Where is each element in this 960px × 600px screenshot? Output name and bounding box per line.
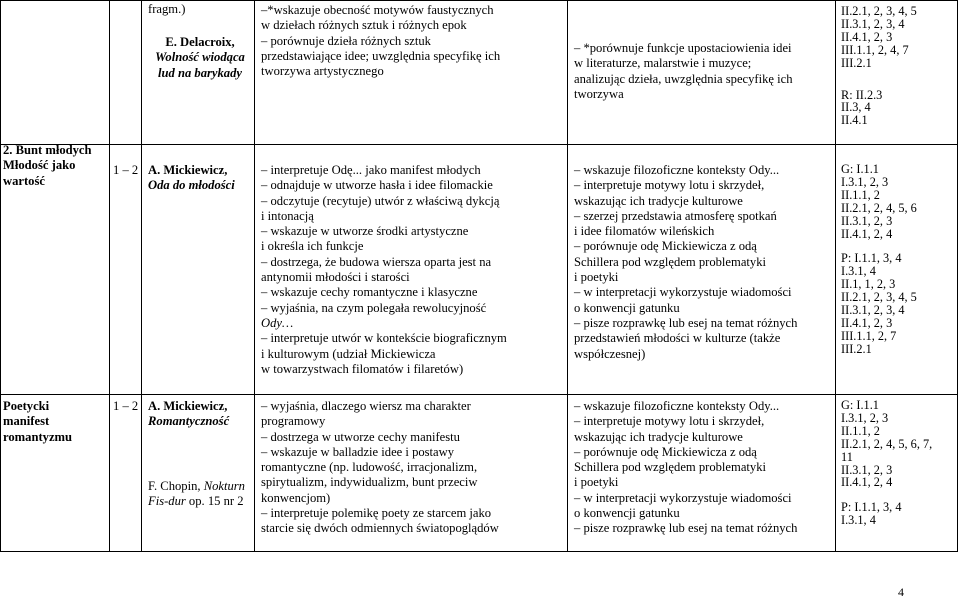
row2-curriculum-refs	[841, 399, 932, 527]
req-line: w literaturze, malarstwie i muzyce;	[574, 56, 752, 71]
row1-section-line: wartość	[3, 173, 45, 188]
req-line: starcie się dwóch odmiennych światopoglądów	[261, 521, 499, 536]
req-line: – porównuje odę Mickiewicza z odą	[574, 239, 757, 254]
req-line: przedstawiające idee; uwzględnia specyfikę ich	[261, 48, 501, 63]
ref-line: R: II.2.3	[841, 87, 883, 102]
grid-col-1	[0, 0, 1, 552]
ref-line: II.3, 4	[841, 100, 871, 115]
grid-row-1	[0, 144, 958, 145]
row2-work2-title: Nokturn	[203, 479, 245, 493]
row0-work-author: E. Delacroix,	[165, 35, 235, 49]
ref-line: III.2.1	[841, 341, 872, 356]
req-line: i poetyki	[574, 475, 619, 490]
row2-work2-key: Fis-dur	[148, 494, 186, 509]
row2-section-line: romantyzmu	[3, 429, 73, 444]
req-line: romantyczne (np. ludowość, irracjonalizm,	[261, 460, 478, 475]
req-line: – wskazuje w balladzie idee i postawy	[261, 444, 455, 459]
ref-line: II.4.1, 2, 3	[841, 315, 893, 330]
req-line: – interpretuje utwór w kontekście biograficznym	[261, 331, 507, 346]
ref-line: II.1.1, 2	[841, 187, 880, 202]
row2-work-author: A. Mickiewicz,	[148, 399, 228, 413]
req-line: antynomii młodości i starości	[261, 270, 410, 285]
ref-line: II.4.1	[841, 113, 868, 128]
grid-bottom-border	[0, 551, 958, 552]
req-line: – pisze rozprawkę lub esej na temat różnych	[574, 521, 798, 536]
grid-col-5	[567, 0, 568, 552]
req-line: –*wskazuje obecność motywów faustycznych	[261, 3, 494, 17]
req-line: programowy	[261, 414, 326, 429]
ref-line: I.3.1, 4	[841, 264, 876, 279]
row2-work2-line-1	[148, 479, 245, 494]
req-line: Schillera pod względem problematyki	[574, 254, 766, 269]
req-line: – w interpretacji wykorzystuje wiadomości	[574, 285, 792, 300]
req-line: – w interpretacji wykorzystuje wiadomości	[574, 490, 792, 505]
req-line: – *porównuje funkcje upostaciowienia idei	[574, 41, 792, 55]
req-line: – wskazuje filozoficzne konteksty Ody...	[574, 399, 780, 413]
ref-line: II.4.1, 2, 3	[841, 29, 893, 44]
row0-work-title-2: lud na barykady	[158, 65, 242, 80]
row0-work-cell	[148, 35, 252, 81]
req-line: – interpretuje motywy lotu i skrzydeł,	[574, 178, 765, 193]
grid-col-6	[835, 0, 836, 552]
req-line: i kulturowym (udział Mickiewicza	[261, 346, 436, 361]
ref-line: P: I.1.1, 3, 4	[841, 500, 902, 515]
row2-work2-opus: op. 15 nr 2	[185, 494, 244, 509]
row0-work-title-1: Wolność wiodąca	[155, 50, 245, 65]
row2-work-cell	[148, 399, 229, 430]
req-line: przedstawień młodości w kulturze (także	[574, 331, 781, 346]
row1-section-cell	[3, 143, 92, 189]
req-line: – interpretuje motywy lotu i skrzydeł,	[574, 414, 765, 429]
row0-title-line: fragm.)	[148, 2, 186, 16]
row2-section-cell	[3, 399, 72, 445]
grid-row-2	[0, 394, 958, 395]
ref-line: II.3.1, 2, 3, 4	[841, 303, 905, 318]
row2-work-title: Romantyczność	[148, 414, 230, 429]
ref-line: I.3.1, 2, 3	[841, 410, 889, 425]
req-line: Schillera pod względem problematyki	[574, 460, 766, 475]
page-number: 4	[898, 585, 904, 599]
req-line: wskazując ich tradycje kulturowe	[574, 193, 743, 208]
req-line: – wyjaśnia, na czym polegała rewolucyjność	[261, 300, 487, 315]
req-line: tworzywa	[574, 86, 624, 101]
row2-work2-line-2	[148, 494, 245, 509]
req-line: Ody…	[261, 315, 294, 330]
req-line: – wskazuje filozoficzne konteksty Ody...	[574, 163, 780, 177]
ref-line: II.1, 1, 2, 3	[841, 277, 896, 292]
row0-requirements-basic	[261, 3, 500, 79]
req-line: tworzywa artystycznego	[261, 64, 384, 79]
req-line: – wskazuje cechy romantyczne i klasyczne	[261, 285, 478, 300]
req-line: – dostrzega, że budowa wiersza oparta jest na	[261, 254, 492, 269]
row2-requirements-basic	[261, 399, 499, 537]
row1-section-line: 2. Bunt młodych	[3, 143, 92, 157]
req-line: w towarzystwach filomatów i filaretów)	[261, 361, 464, 376]
ref-line: 11	[841, 449, 853, 464]
ref-line: II.2.1, 2, 4, 5, 6	[841, 200, 917, 215]
grid-col-4	[254, 0, 255, 552]
ref-line: G: I.1.1	[841, 162, 879, 176]
req-line: i określa ich funkcje	[261, 239, 364, 254]
req-line: współczesnej)	[574, 346, 646, 361]
req-line: i idee filomatów wileńskich	[574, 224, 715, 239]
req-line: o konwencji gatunku	[574, 506, 680, 521]
req-line: – szerzej przedstawia atmosferę spotkań	[574, 208, 777, 223]
req-line: – wyjaśnia, dlaczego wiersz ma charakter	[261, 399, 471, 413]
req-line: o konwencji gatunku	[574, 300, 680, 315]
ref-line	[841, 70, 917, 89]
ref-line: G: I.1.1	[841, 398, 879, 412]
ref-line: II.2.1, 2, 3, 4, 5	[841, 290, 917, 305]
req-line: spirytualizm, indywidualizm, bunt przeciw	[261, 475, 478, 490]
ref-line: III.2.1	[841, 55, 872, 70]
grid-col-2	[109, 0, 110, 552]
req-line: konwencjom)	[261, 490, 331, 505]
ref-line: II.3.1, 2, 3, 4	[841, 16, 905, 31]
row0-curriculum-refs	[841, 5, 917, 127]
row1-work-title: Oda do młodości	[148, 178, 235, 193]
grid-top-border	[0, 0, 958, 1]
ref-line: III.1.1, 2, 4, 7	[841, 42, 909, 57]
req-line: – porównuje dzieła różnych sztuk	[261, 33, 431, 48]
ref-line: II.1.1, 2	[841, 423, 880, 438]
req-line: i intonacją	[261, 208, 314, 223]
row1-hours: 1 – 2	[113, 163, 139, 177]
ref-line: II.2.1, 2, 4, 5, 6, 7,	[841, 436, 933, 451]
row1-requirements-basic	[261, 163, 507, 377]
grid-col-3	[141, 0, 142, 552]
ref-line: II.4.1, 2, 4	[841, 226, 893, 241]
req-line: – interpretuje Odę... jako manifest młodych	[261, 163, 481, 177]
req-line: – odnajduje w utworze hasła i idee filomackie	[261, 178, 493, 193]
ref-line: II.2.1, 2, 3, 4, 5	[841, 4, 917, 18]
req-line: analizując dzieła, uwzględnia specyfikę ich	[574, 71, 793, 86]
row2-work2-composer: F. Chopin,	[148, 479, 204, 493]
row1-work-author: A. Mickiewicz,	[148, 163, 228, 177]
grid-col-7	[957, 0, 958, 552]
row2-work2-cell	[148, 479, 245, 510]
req-line: i poetyki	[574, 270, 619, 285]
req-line: – porównuje odę Mickiewicza z odą	[574, 444, 757, 459]
row2-hours: 1 – 2	[113, 399, 139, 413]
row1-requirements-extended	[574, 163, 797, 362]
ref-line: II.3.1, 2, 3	[841, 462, 893, 477]
row2-requirements-extended	[574, 399, 797, 537]
row1-curriculum-refs	[841, 163, 917, 356]
row2-section-line: manifest	[3, 414, 50, 429]
ref-line: III.1.1, 2, 7	[841, 328, 897, 343]
ref-line: P: I.1.1, 3, 4	[841, 251, 902, 266]
req-line: w dziełach różnych sztuk i różnych epok	[261, 18, 467, 33]
row1-work-cell	[148, 163, 235, 194]
row2-section-line: Poetycki	[3, 399, 50, 413]
req-line: – pisze rozprawkę lub esej na temat różnych	[574, 315, 798, 330]
row0-requirements-extended	[574, 41, 793, 102]
ref-line: II.3.1, 2, 3	[841, 213, 893, 228]
row0-title-cell	[148, 2, 185, 17]
req-line: wskazując ich tradycje kulturowe	[574, 429, 743, 444]
ref-line: I.3.1, 2, 3	[841, 174, 889, 189]
req-line: – interpretuje polemikę poety ze starcem jako	[261, 506, 492, 521]
req-line: – dostrzega w utworze cechy manifestu	[261, 429, 460, 444]
req-line: – odczytuje (recytuje) utwór z właściwą dykcją	[261, 193, 500, 208]
ref-line: I.3.1, 4	[841, 513, 876, 528]
row1-section-line: Młodość jako	[3, 158, 76, 173]
req-line: – wskazuje w utworze środki artystyczne	[261, 224, 469, 239]
ref-line: II.4.1, 2, 4	[841, 475, 893, 490]
